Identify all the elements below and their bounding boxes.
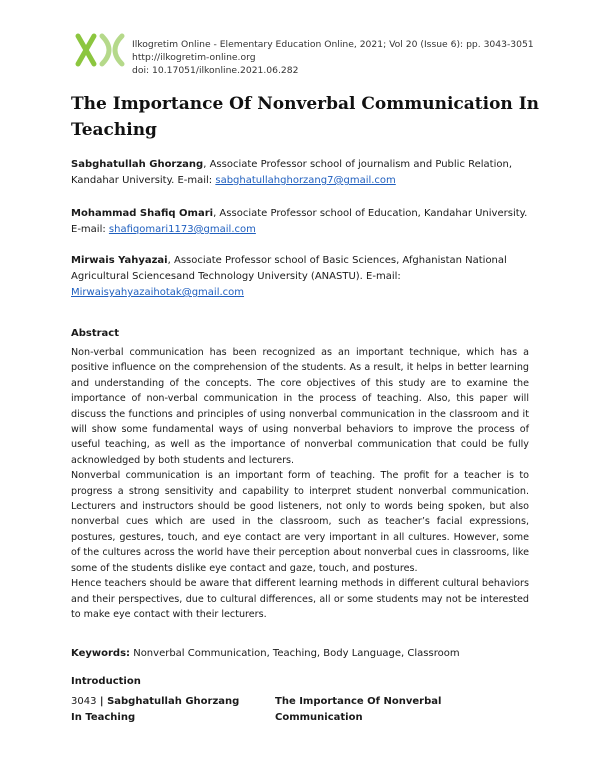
footer-separator: | (96, 696, 108, 707)
author-name: Sabghatullah Ghorzang (71, 159, 204, 170)
abstract-paragraph: Hence teachers should be aware that different learning methods in different cultural behaviors and their perspectives, due to cultural differences, all or some students may not be interested to make eye contact with their lecturers. (71, 578, 529, 620)
keywords (71, 646, 529, 661)
journal-logo-icon (72, 30, 128, 70)
page-footer (71, 694, 531, 726)
author-name: Mirwais Yahyazai (71, 255, 168, 266)
author-email-link[interactable]: sabghatullahghorzang7@gmail.com (215, 175, 396, 186)
author-affiliation: , Associate Professor school of Basic Sciences, Afghanistan National Agricultural Sciencesand Technology University (ANASTU). E-mail: (71, 255, 507, 282)
abstract-paragraph: Nonverbal communication is an important form of teaching. The profit for a teacher is to progress a strong sensitivity and capability to interpret student nonverbal communication. Lecturers and instructors should be good listeners, not only to words being spoken, but also nonverbal cues which are used in the classroom, such as teacher’s facial expressions, postures, gestures, touch, and eye contact are very important in all cultures. However, some of the cultures across the world have their perception about nonverbal cues in classrooms, like some of the students dislike eye contact and gaze, touch, and postures. (71, 470, 529, 574)
author-name: Mohammad Shafiq Omari (71, 208, 214, 219)
journal-citation: Ilkogretim Online - Elementary Education Online, 2021; Vol 20 (Issue 6): pp. 3043-3051 (132, 39, 534, 50)
author-3 (71, 253, 533, 301)
journal-doi: doi: 10.17051/ilkonline.2021.06.282 (132, 65, 299, 76)
journal-url[interactable]: http://ilkogretim-online.org (132, 52, 256, 63)
author-affiliation: , Associate Professor school of Education, Kandahar University. E-mail: (71, 208, 528, 235)
author-2 (71, 206, 533, 238)
footer-running-title: The Importance Of Nonverbal Communication (275, 696, 442, 723)
keywords-label: Keywords: (71, 648, 131, 659)
keywords-text: Nonverbal Communication, Teaching, Body Language, Classroom (130, 648, 460, 659)
footer-running-title-cont: In Teaching (71, 712, 136, 723)
abstract-paragraph: Non-verbal communication has been recognized as an important technique, which has a positive influence on the comprehension of the students. As a result, it helps in better learning and understanding of the concepts. The core objectives of this study are to examine the importance of non-verbal communication in the process of teaching. Also, this paper will discuss the functions and principles of using nonverbal communication in the classroom and it will show some fundamental ways of using nonverbal behaviors to improve the process of useful teaching, as well as the importance of nonverbal communication that could be fully acknowledged by both students and lecturers. (71, 347, 529, 466)
abstract-heading: Abstract (71, 328, 120, 339)
author-email-link[interactable]: shafiqomari1173@gmail.com (108, 224, 256, 235)
introduction-heading: Introduction (71, 676, 141, 687)
abstract-body (71, 345, 529, 622)
author-email-link[interactable]: Mirwaisyahyazaihotak@gmail.com (71, 287, 245, 298)
author-affiliation: , Associate Professor school of journalism and Public Relation, Kandahar University. E-mail: (71, 159, 513, 186)
paper-title: The Importance Of Nonverbal Communication In Teaching (71, 94, 540, 140)
journal-header (72, 30, 542, 80)
footer-author: Sabghatullah Ghorzang (107, 696, 240, 707)
author-1 (71, 157, 533, 189)
page-number: 3043 (71, 696, 97, 707)
